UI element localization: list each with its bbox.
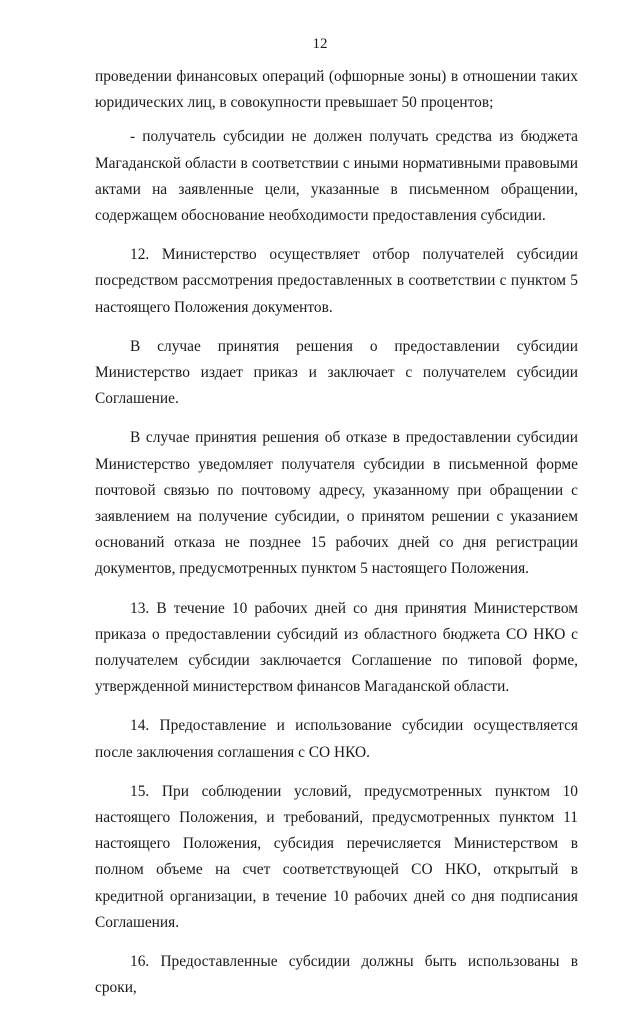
paragraph-clause-14: 14. Предоставление и использование субсидии осуществляется после заключения соглашения с СО НКО. [95,717,578,761]
paragraph-approval-case: В случае принятия решения о предоставлении субсидии Министерство издает приказ и заключает с получателем субсидии Соглашение. [95,337,578,408]
paragraph-clause-13: 13. В течение 10 рабочих дней со дня принятия Министерством приказа о предоставлении субсидий из областного бюджета СО НКО с получателем субсидии заключается Соглашение по типовой форме, утвержденной министерством финансов Магаданской области. [95,599,578,696]
document-body [95,64,578,1015]
page-number: 12 [312,36,328,52]
paragraph-continuation: проведении финансовых операций (офшорные зоны) в отношении таких юридических лиц, в совокупности превышает 50 процентов; [95,68,578,112]
paragraph-recipient-condition: - получатель субсидии не должен получать средства из бюджета Магаданской области в соответствии с иными нормативными правовыми актами на заявленные цели, указанные в письменном обращении, содержащем обоснование необходимости предоставления субсидии. [95,128,578,225]
paragraph-refusal-case: В случае принятия решения об отказе в предоставлении субсидии Министерство уведомляет получателя субсидии в письменной форме почтовой связью по почтовому адресу, указанному при обращении с заявлением на получение субсидии, о принятом решении с указанием оснований отказа не позднее 15 рабочих дней со дня регистрации документов, предусмотренных пунктом 5 настоящего Положения. [95,429,578,578]
paragraph-clause-12: 12. Министерство осуществляет отбор получателей субсидии посредством рассмотрения предоставленных в соответствии с пунктом 5 настоящего Положения документов. [95,246,578,316]
paragraph-clause-16: 16. Предоставленные субсидии должны быть использованы в сроки, [95,953,578,997]
paragraph-clause-15: 15. При соблюдении условий, предусмотренных пунктом 10 настоящего Положения, и требований, предусмотренных пунктом 11 настоящего Положения, субсидия перечисляется Министерством в полном объеме на счет соответствующей СО НКО, открытый в кредитной организации, в течение 10 рабочих дней со дня подписания Соглашения. [95,782,578,931]
